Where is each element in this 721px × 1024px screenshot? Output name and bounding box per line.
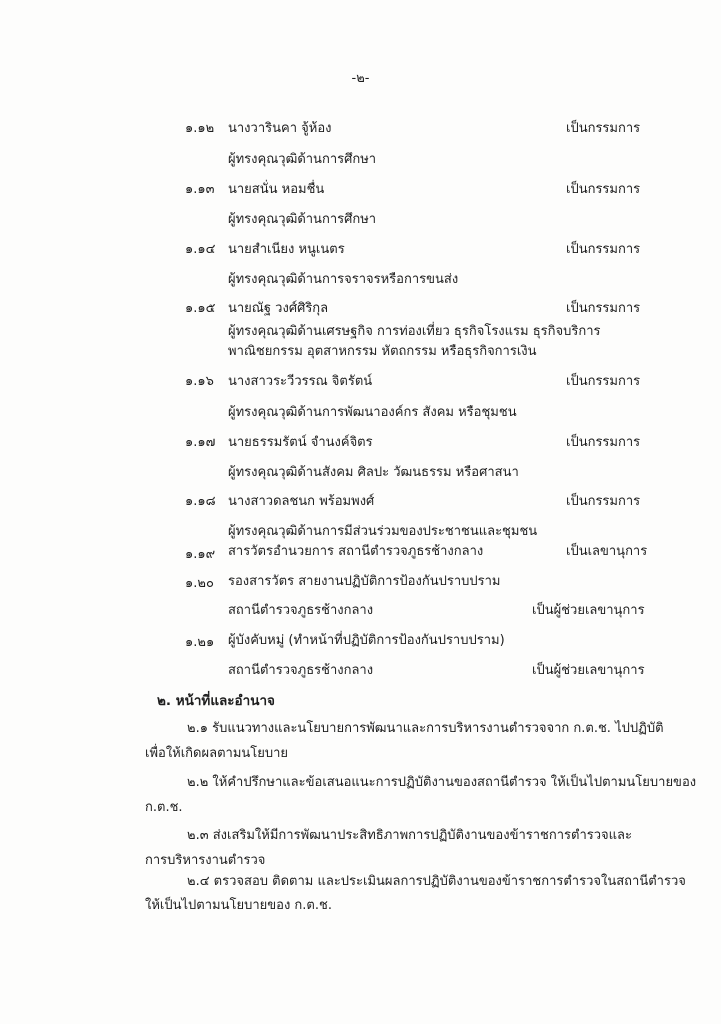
member-desc: ผู้ทรงคุณวุฒิด้านการศึกษา	[228, 152, 377, 167]
page-number: -๒-	[351, 71, 370, 86]
member-role: เป็นกรรมการ	[566, 435, 641, 450]
member-desc: ผู้ทรงคุณวุฒิด้านการจราจรหรือการขนส่ง	[228, 272, 459, 287]
paragraph-first-line: ๒.๑ รับแนวทางและนโยบายการพัฒนาและการบริหารงานตำรวจจาก ก.ต.ช. ไปปฏิบัติ	[187, 721, 664, 736]
member-role: เป็นกรรมการ	[566, 182, 641, 197]
member-number: ๑.๒๐	[185, 576, 214, 591]
member-name: นางวารินคา จู้ห้อง	[228, 121, 332, 136]
paragraph-first-line: ๒.๔ ตรวจสอบ ติดตาม และประเมินผลการปฏิบัติงานของข้าราชการตำรวจในสถานีตำรวจ	[187, 874, 686, 889]
member-number: ๑.๑๖	[185, 374, 214, 389]
member-name: นายณัฐ วงศ์ศิริกุล	[228, 301, 329, 316]
member-number: ๑.๑๔	[185, 242, 216, 257]
member-role: เป็นกรรมการ	[566, 242, 641, 257]
paragraph-continuation: ให้เป็นไปตามนโยบายของ ก.ต.ช.	[145, 898, 332, 913]
member-name: นางสาวดลชนก พร้อมพงศ์	[228, 494, 375, 509]
member-role: เป็นกรรมการ	[566, 494, 641, 509]
member-role: เป็นกรรมการ	[566, 121, 641, 136]
paragraph-first-line: ๒.๓ ส่งเสริมให้มีการพัฒนาประสิทธิภาพการปฏิบัติงานของข้าราชการตำรวจและ	[187, 828, 632, 843]
member-name: รองสารวัตร สายงานปฏิบัติการป้องกันปราบปราม	[228, 574, 501, 589]
member-number: ๑.๑๗	[185, 435, 216, 450]
member-name: นายธรรมรัตน์ จำนงค์จิตร	[228, 435, 373, 450]
member-number: ๑.๒๑	[185, 635, 215, 650]
member-name: นายสำเนียง หนูเนตร	[228, 242, 345, 257]
member-name-line2: สถานีตำรวจภูธรช้างกลาง	[228, 603, 374, 618]
paragraph-continuation: ก.ต.ช.	[145, 800, 183, 815]
member-role: เป็นผู้ช่วยเลขานุการ	[532, 663, 645, 678]
member-name: นายสนั่น หอมชื่น	[228, 182, 325, 197]
member-desc: ผู้ทรงคุณวุฒิด้านเศรษฐกิจ การท่องเที่ยว ธุรกิจโรงแรม ธุรกิจบริการ	[228, 324, 601, 339]
member-number: ๑.๑๕	[185, 301, 216, 316]
member-role: เป็นผู้ช่วยเลขานุการ	[532, 603, 645, 618]
member-desc: ผู้ทรงคุณวุฒิด้านการมีส่วนร่วมของประชาชนและชุมชน	[228, 524, 538, 539]
member-role: เป็นเลขานุการ	[566, 544, 648, 559]
member-desc: ผู้ทรงคุณวุฒิด้านการพัฒนาองค์กร สังคม หรือชุมชน	[228, 405, 517, 420]
paragraph-continuation: การบริหารงานตำรวจ	[145, 853, 266, 868]
paragraph-continuation: เพื่อให้เกิดผลตามนโยบาย	[145, 746, 289, 761]
member-desc: พาณิชยกรรม อุตสาหกรรม หัตถกรรม หรือธุรกิจการเงิน	[228, 344, 537, 359]
member-desc: ผู้ทรงคุณวุฒิด้านสังคม ศิลปะ วัฒนธรรม หรือศาสนา	[228, 465, 519, 480]
member-number: ๑.๑๘	[185, 494, 216, 509]
paragraph-first-line: ๒.๒ ให้คำปรึกษาและข้อเสนอแนะการปฏิบัติงานของสถานีตำรวจ ให้เป็นไปตามนโยบายของ	[187, 775, 697, 790]
member-name: ผู้บังคับหมู่ (ทำหน้าที่ปฏิบัติการป้องกันปราบปราม)	[228, 633, 505, 648]
member-name: สารวัตรอำนวยการ สถานีตำรวจภูธรช้างกลาง	[228, 544, 484, 559]
member-name: นางสาวระวีวรรณ จิตรัตน์	[228, 374, 373, 389]
member-name-line2: สถานีตำรวจภูธรช้างกลาง	[228, 663, 374, 678]
member-number: ๑.๑๒	[185, 121, 215, 136]
member-number: ๑.๑๓	[185, 182, 215, 197]
member-desc: ผู้ทรงคุณวุฒิด้านการศึกษา	[228, 212, 377, 227]
member-number: ๑.๑๙	[185, 547, 216, 562]
member-role: เป็นกรรมการ	[566, 374, 641, 389]
section-heading: ๒. หน้าที่และอำนาจ	[157, 693, 275, 709]
member-role: เป็นกรรมการ	[566, 301, 641, 316]
